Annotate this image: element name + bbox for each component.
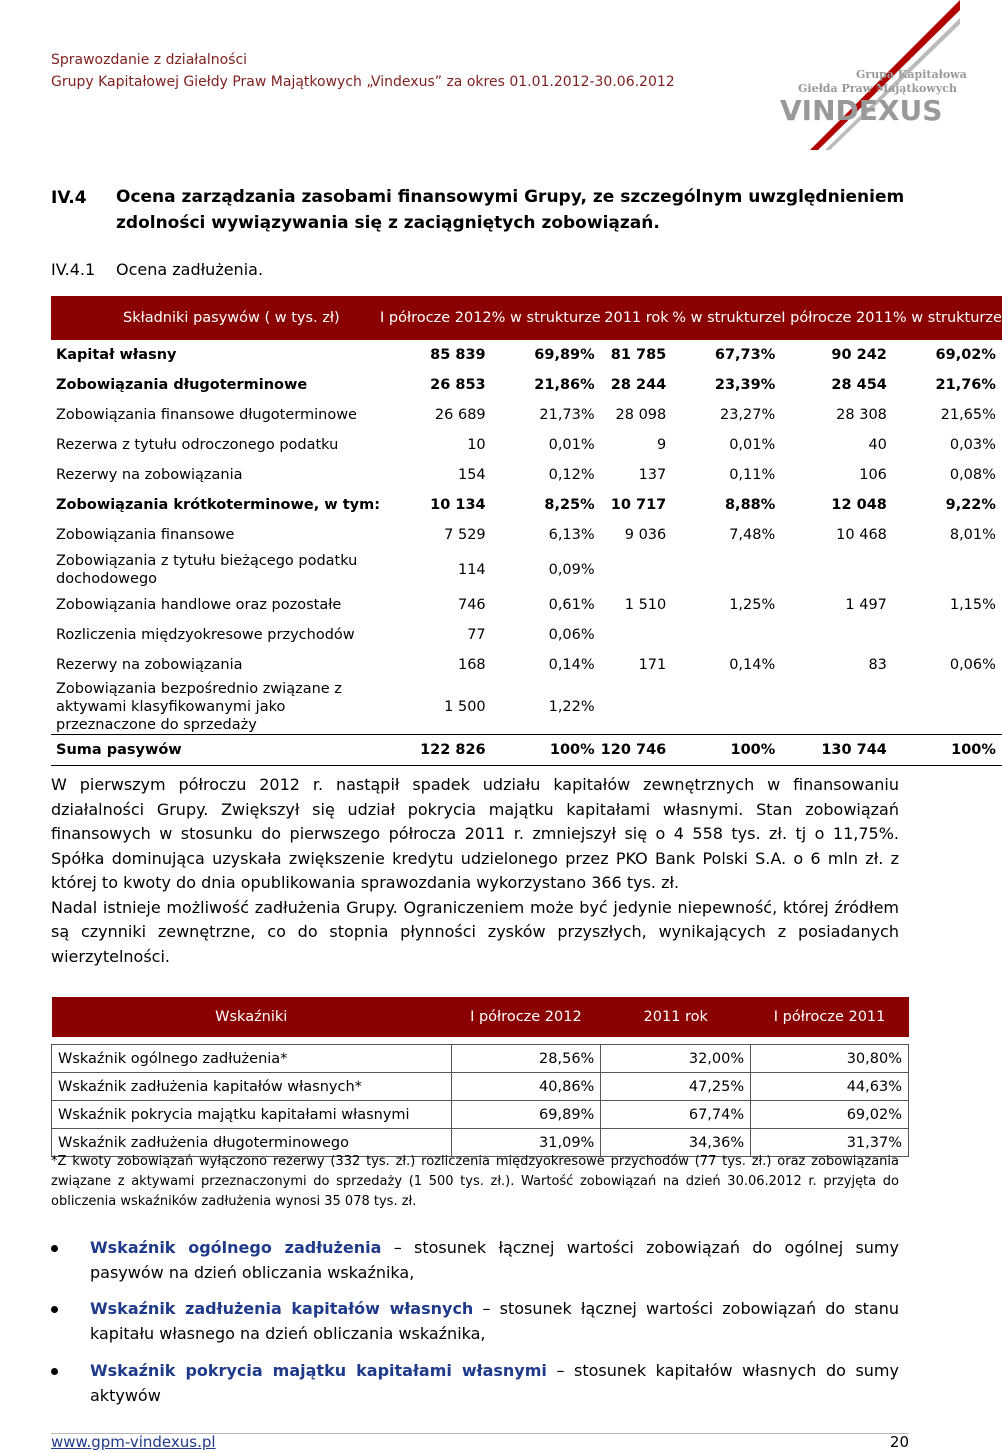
liabilities-table <box>51 296 1002 766</box>
table-cell: 1 500 <box>444 699 486 715</box>
table-cell <box>781 550 893 590</box>
table-cell <box>672 550 781 590</box>
table-cell: 32,00% <box>601 1045 751 1073</box>
table-cell: 0,06% <box>949 657 996 673</box>
bullet-term: Wskaźnik zadłużenia kapitałów własnych <box>90 1299 474 1318</box>
page-number: 20 <box>889 1433 909 1451</box>
table-row <box>51 680 1002 735</box>
table-cell: 9 036 <box>624 527 667 543</box>
header-cell: % w strukturze <box>492 296 601 340</box>
header-cell: I półrocze 2011 <box>751 997 909 1037</box>
table-cell <box>672 620 781 650</box>
bullet-item <box>51 1359 899 1408</box>
table-cell: 0,09% <box>548 562 595 578</box>
row-label: Zobowiązania długoterminowe <box>56 377 308 393</box>
table-cell: 122 826 <box>380 735 492 766</box>
table-cell: 21,65% <box>940 407 996 423</box>
table-row <box>52 1101 909 1129</box>
table-cell: 28 098 <box>615 407 667 423</box>
table-cell: 10 468 <box>836 527 887 543</box>
table-cell: 77 <box>467 627 486 643</box>
table-cell: 7,48% <box>729 527 776 543</box>
table-cell: 8,88% <box>724 497 776 513</box>
section-title: Ocena zarządzania zasobami finansowymi Grupy, ze szczególnym uwzględnieniem zdolności wywiązywania się z zaciągniętych zobowiązań. <box>116 187 905 233</box>
table-cell: 6,13% <box>548 527 595 543</box>
row-label: Zobowiązania finansowe długoterminowe <box>56 407 357 423</box>
table-cell: 47,25% <box>601 1073 751 1101</box>
table-row <box>51 650 1002 680</box>
table-cell: 40 <box>868 437 887 453</box>
vindexus-logo <box>770 0 967 150</box>
row-label: Rezerwy na zobowiązania <box>56 657 243 673</box>
table-row <box>51 370 1002 400</box>
row-label: Suma pasywów <box>51 735 380 766</box>
analysis-paragraph-1: W pierwszym półroczu 2012 r. nastąpił spadek udziału kapitałów zewnętrznych w finansowaniu działalności Grupy. Zwiększył się udział pokrycia majątku kapitałami własnymi. Stan zobowiązań finansowych w stosunku do pierwszego półrocza 2011 r. zmniejszył się o 4 558 tys. zł. tj o 11,75%. Spółka dominująca uzyskała zwiększenie kredytu udzielonego przez PKO Bank Polski S.A. o 6 mln zł. z której to kwoty do dnia opublikowania sprawozdania wykorzystano 366 tys. zł. <box>51 775 899 892</box>
table-cell: 0,14% <box>548 657 595 673</box>
table-cell: 10 717 <box>610 497 667 513</box>
header-cell: % w strukturze <box>672 296 781 340</box>
table-cell: 21,73% <box>539 407 595 423</box>
header-cell: 2011 rok <box>601 296 673 340</box>
table-cell: 0,61% <box>548 597 595 613</box>
bullet-desc: – stosunek kapitałów własnych do sumy aktywów <box>90 1361 899 1405</box>
row-label: Kapitał własny <box>56 347 177 363</box>
table-cell: 28 454 <box>831 377 887 393</box>
logo-text-mid: Giełda Praw Majątkowych <box>798 82 957 95</box>
bullet-dot-icon <box>51 1368 58 1375</box>
table-cell: 746 <box>457 597 486 613</box>
row-label: Zobowiązania finansowe <box>56 527 235 543</box>
table-cell: 23,27% <box>719 407 776 423</box>
table-cell: 0,12% <box>548 467 595 483</box>
logo-text-top: Grupa Kapitałowa <box>856 68 967 81</box>
table-cell: 7 529 <box>444 527 486 543</box>
table-cell <box>601 550 673 590</box>
row-label: Zobowiązania z tytułu bieżącego podatku dochodowego <box>56 553 358 587</box>
table-row <box>51 520 1002 550</box>
report-title: Sprawozdanie z działalności <box>51 52 248 68</box>
table-cell: 8,01% <box>949 527 996 543</box>
row-label: Wskaźnik pokrycia majątku kapitałami własnymi <box>52 1101 452 1129</box>
table-cell: 28 308 <box>836 407 887 423</box>
table-cell: 10 134 <box>430 497 486 513</box>
table-cell <box>672 680 781 735</box>
table-cell: 69,02% <box>935 347 996 363</box>
bullet-dot-icon <box>51 1306 58 1313</box>
section-number: IV.4 <box>51 188 87 208</box>
logo-brand: VINDEXUS <box>780 94 943 127</box>
bullet-desc: – stosunek łącznej wartości zobowiązań do stanu kapitału własnego na dzień obliczania wskaźnika, <box>90 1299 900 1343</box>
indicators-header-row <box>52 997 909 1037</box>
website-link[interactable]: www.gpm-vindexus.pl <box>51 1433 216 1451</box>
bullet-item <box>51 1297 899 1346</box>
table-row <box>52 1045 909 1073</box>
analysis-text <box>51 773 899 969</box>
table-row <box>51 340 1002 370</box>
table-cell: 0,01% <box>548 437 595 453</box>
table-cell: 69,02% <box>751 1101 909 1129</box>
table-cell: 1,15% <box>949 597 996 613</box>
table-cell: 30,80% <box>751 1045 909 1073</box>
table-row <box>51 590 1002 620</box>
header-cell: I półrocze 2011 <box>781 296 893 340</box>
row-label: Wskaźnik zadłużenia długoterminowego <box>52 1129 452 1157</box>
header-cell: 2011 rok <box>601 997 751 1037</box>
table-row <box>51 460 1002 490</box>
table-cell <box>893 620 1002 650</box>
table-cell: 44,63% <box>751 1073 909 1101</box>
table-cell: 83 <box>868 657 887 673</box>
table-cell <box>893 680 1002 735</box>
table-cell: 31,09% <box>451 1129 601 1157</box>
table-cell <box>781 620 893 650</box>
table-cell: 34,36% <box>601 1129 751 1157</box>
row-label: Zobowiązania krótkoterminowe, w tym: <box>56 497 381 513</box>
bullet-desc: – stosunek łącznej wartości zobowiązań do ogólnej sumy pasywów na dzień obliczania wskaźnika, <box>90 1238 899 1282</box>
table-row <box>51 735 1002 766</box>
table-cell: 40,86% <box>451 1073 601 1101</box>
table-cell: 69,89% <box>534 347 595 363</box>
table-row <box>52 1073 909 1101</box>
table-cell: 1 497 <box>845 597 887 613</box>
report-subtitle: Grupy Kapitałowej Giełdy Praw Majątkowych „Vindexus” za okres 01.01.2012-30.06.2012 <box>51 74 675 90</box>
table-row <box>51 550 1002 590</box>
table-cell: 12 048 <box>831 497 887 513</box>
indicators-table <box>51 997 909 1157</box>
table-cell <box>601 680 673 735</box>
table-cell: 0,08% <box>949 467 996 483</box>
header-cell: I półrocze 2012 <box>451 997 601 1037</box>
row-label: Zobowiązania handlowe oraz pozostałe <box>56 597 342 613</box>
table-cell: 120 746 <box>601 735 673 766</box>
table-row <box>51 620 1002 650</box>
table-cell: 100% <box>893 735 1002 766</box>
header-cell: Wskaźniki <box>52 997 452 1037</box>
subsection-title: Ocena zadłużenia. <box>116 260 264 279</box>
table-cell: 28,56% <box>451 1045 601 1073</box>
table-cell: 67,74% <box>601 1101 751 1129</box>
table-cell: 9,22% <box>945 497 996 513</box>
row-label: Rezerwy na zobowiązania <box>56 467 243 483</box>
bullet-dot-icon <box>51 1245 58 1252</box>
table-cell: 100% <box>672 735 781 766</box>
subsection-number: IV.4.1 <box>51 260 96 279</box>
table-cell: 0,11% <box>729 467 776 483</box>
table-cell: 69,89% <box>451 1101 601 1129</box>
table-cell: 90 242 <box>831 347 887 363</box>
bullet-item <box>51 1236 899 1285</box>
row-label: Rozliczenia międzyokresowe przychodów <box>56 627 355 643</box>
table-cell: 171 <box>638 657 667 673</box>
table-cell: 26 853 <box>430 377 486 393</box>
row-label: Wskaźnik ogólnego zadłużenia* <box>52 1045 452 1073</box>
table-cell: 26 689 <box>434 407 486 423</box>
header-cell: I półrocze 2012 <box>380 296 492 340</box>
table-cell: 8,25% <box>544 497 595 513</box>
table-cell: 21,86% <box>534 377 595 393</box>
table-cell: 154 <box>457 467 486 483</box>
analysis-paragraph-2: Nadal istnieje możliwość zadłużenia Grupy. Ograniczeniem może być jedynie niepewność, której źródłem są czynniki zewnętrzne, co do stopnia płynności zysków przyszłych, wynikających z posiadanych wierzytelności. <box>51 897 899 966</box>
table-cell: 0,14% <box>729 657 776 673</box>
table-cell: 10 <box>467 437 486 453</box>
table-cell: 1,25% <box>729 597 776 613</box>
table-cell: 23,39% <box>714 377 776 393</box>
liabilities-header-row <box>51 296 1002 340</box>
table-cell: 168 <box>457 657 486 673</box>
table-cell: 31,37% <box>751 1129 909 1157</box>
table-cell: 106 <box>859 467 887 483</box>
table-row <box>51 400 1002 430</box>
row-label: Wskaźnik zadłużenia kapitałów własnych* <box>52 1073 452 1101</box>
row-label: Zobowiązania bezpośrednio związane z aktywami klasyfikowanymi jako przeznaczone do sprzedaży <box>56 681 342 733</box>
table-cell: 67,73% <box>714 347 776 363</box>
table-cell <box>893 550 1002 590</box>
table-cell: 0,03% <box>949 437 996 453</box>
table-cell <box>601 620 673 650</box>
table-cell: 1 510 <box>624 597 667 613</box>
table-cell: 1,22% <box>548 699 595 715</box>
bullet-term: Wskaźnik ogólnego zadłużenia <box>90 1238 382 1257</box>
header-cell: Składniki pasywów ( w tys. zł) <box>51 296 380 340</box>
footnote: *Z kwoty zobowiązań wyłączono rezerwy (332 tys. zł.) rozliczenia międzyokresowe przychodów (77 tys. zł.) oraz zobowiązania związane z aktywami przeznaczonymi do sprzedaży (1 500 tys. zł.). Wartość zobowiązań na dzień 30.06.2012 r. przyjęta do obliczenia wskaźników zadłużenia wynosi 35 078 tys. zł. <box>51 1154 899 1209</box>
table-cell: 100% <box>492 735 601 766</box>
table-cell: 0,01% <box>729 437 776 453</box>
table-cell: 28 244 <box>610 377 667 393</box>
table-cell: 0,06% <box>548 627 595 643</box>
bullet-term: Wskaźnik pokrycia majątku kapitałami własnymi <box>90 1361 547 1380</box>
table-cell: 114 <box>457 562 486 578</box>
table-cell: 130 744 <box>781 735 893 766</box>
header-cell: % w strukturze <box>893 296 1002 340</box>
table-row <box>51 430 1002 460</box>
table-cell <box>781 680 893 735</box>
row-label: Rezerwa z tytułu odroczonego podatku <box>56 437 339 453</box>
table-cell: 9 <box>657 437 667 453</box>
table-cell: 137 <box>638 467 667 483</box>
table-cell: 21,76% <box>935 377 996 393</box>
table-cell: 81 785 <box>610 347 667 363</box>
table-row <box>51 490 1002 520</box>
table-cell: 85 839 <box>430 347 486 363</box>
